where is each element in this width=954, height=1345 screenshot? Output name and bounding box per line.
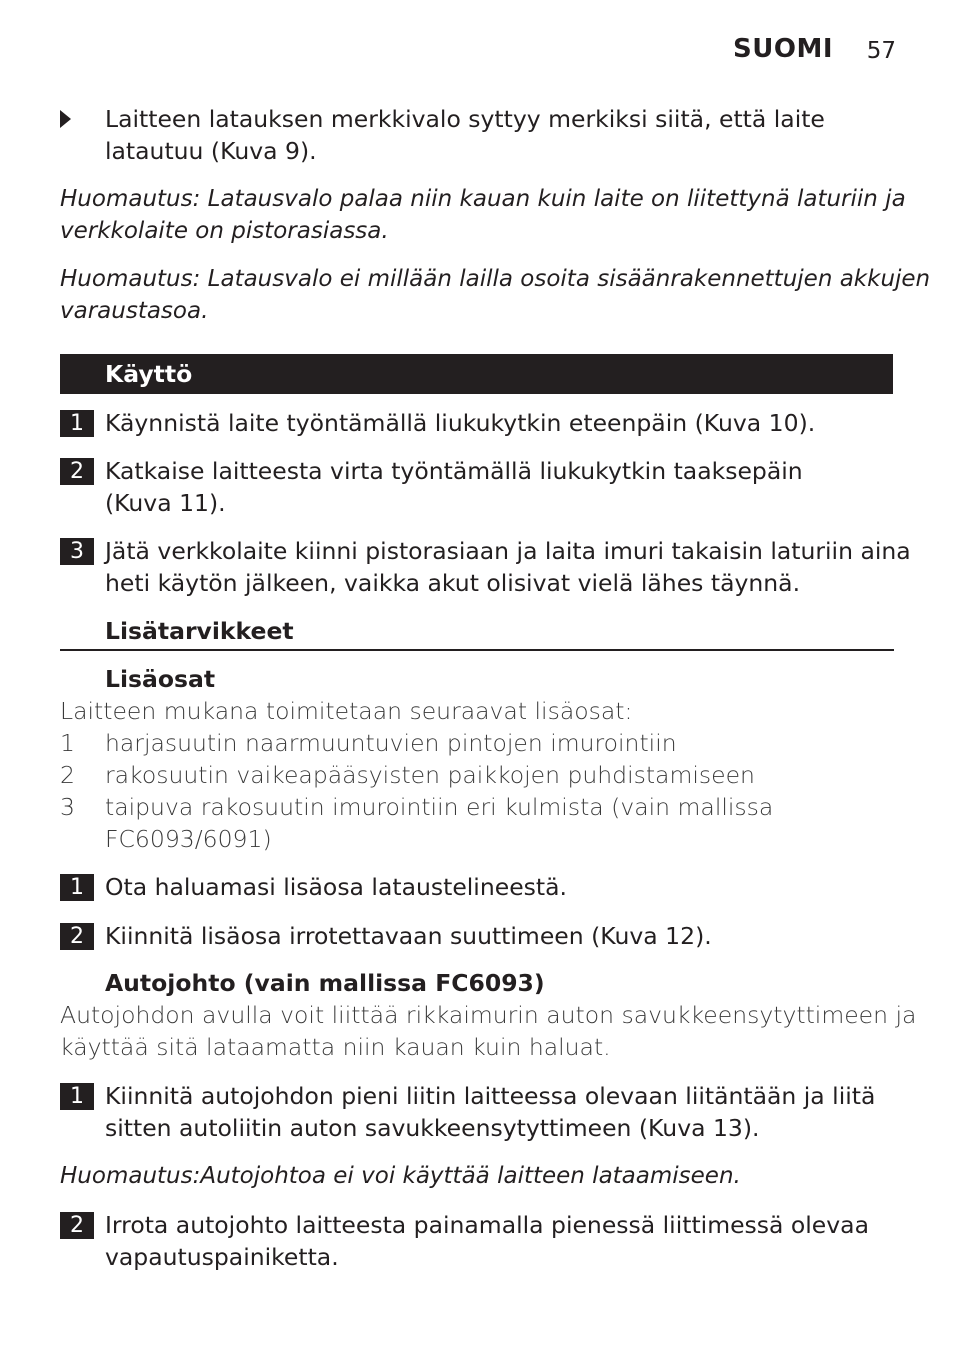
note-1-line2: verkkolaite on pistorasiassa. <box>60 218 389 244</box>
usage-step-3-line1: Jätä verkkolaite kiinni pistorasiaan ja laita imuri takaisin laturiin aina <box>105 537 911 565</box>
step-number-badge: 2 <box>60 1212 94 1239</box>
car-note: Huomautus:Autojohtoa ei voi käyttää laitteen lataamiseen. <box>60 1163 741 1189</box>
section-title-usage: Käyttö <box>105 360 193 388</box>
parts-list-item-3-line2: FC6093/6091) <box>105 825 272 853</box>
parts-list-number: 1 <box>60 729 75 757</box>
note-2-line2: varaustasoa. <box>60 298 209 324</box>
bullet-arrow-icon <box>60 110 71 128</box>
parts-list-item-2: rakosuutin vaikeapääsyisten paikkojen puhdistamiseen <box>105 761 755 789</box>
page-number: 57 <box>866 38 896 64</box>
car-step-2-line1: Irrota autojohto laitteesta painamalla pienessä liittimessä olevaa <box>105 1211 869 1239</box>
car-step-2-line2: vapautuspainiketta. <box>105 1243 339 1271</box>
step-number-badge: 1 <box>60 1083 94 1110</box>
usage-step-3-line2: heti käytön jälkeen, vaikka akut olisivat vielä lähes täynnä. <box>105 569 801 597</box>
step-number-badge: 1 <box>60 874 94 901</box>
subsection-title-parts: Lisäosat <box>105 665 216 693</box>
usage-step-1: Käynnistä laite työntämällä liukukytkin eteenpäin (Kuva 10). <box>105 409 816 437</box>
language-header: SUOMI <box>733 34 833 64</box>
note-1-line1: Huomautus: Latausvalo palaa niin kauan kuin laite on liitettynä laturiin ja <box>60 186 906 212</box>
parts-step-1: Ota haluamasi lisäosa lataustelineestä. <box>105 873 567 901</box>
note-2-line1: Huomautus: Latausvalo ei millään lailla osoita sisäänrakennettujen akkujen <box>60 266 931 292</box>
step-number-badge: 2 <box>60 923 94 950</box>
parts-list-number: 2 <box>60 761 75 789</box>
car-intro-line2: käyttää sitä lataamatta niin kauan kuin haluat. <box>60 1033 611 1061</box>
step-number-badge: 3 <box>60 538 94 565</box>
usage-step-2-line1: Katkaise laitteesta virta työntämällä liukukytkin taaksepäin <box>105 457 803 485</box>
parts-list-item-1: harjasuutin naarmuuntuvien pintojen imurointiin <box>105 729 677 757</box>
parts-intro: Laitteen mukana toimitetaan seuraavat lisäosat: <box>60 697 633 725</box>
subsection-title-car-cord: Autojohto (vain mallissa FC6093) <box>105 969 545 997</box>
usage-step-2-line2: (Kuva 11). <box>105 489 226 517</box>
parts-list-number: 3 <box>60 793 75 821</box>
parts-list-item-3-line1: taipuva rakosuutin imurointiin eri kulmista (vain mallissa <box>105 793 774 821</box>
car-step-1-line1: Kiinnitä autojohdon pieni liitin laitteessa olevaan liitäntään ja liitä <box>105 1082 876 1110</box>
step-number-badge: 2 <box>60 458 94 485</box>
charging-text-line1: Laitteen latauksen merkkivalo syttyy merkiksi siitä, että laite <box>105 105 825 133</box>
car-step-1-line2: sitten autoliitin auton savukkeensytyttimeen (Kuva 13). <box>105 1114 760 1142</box>
section-divider <box>60 649 894 651</box>
charging-text-line2: latautuu (Kuva 9). <box>105 137 317 165</box>
section-title-accessories: Lisätarvikkeet <box>105 617 294 645</box>
parts-step-2: Kiinnitä lisäosa irrotettavaan suuttimeen (Kuva 12). <box>105 922 712 950</box>
step-number-badge: 1 <box>60 410 94 437</box>
car-intro-line1: Autojohdon avulla voit liittää rikkaimurin auton savukkeensytyttimeen ja <box>60 1001 917 1029</box>
